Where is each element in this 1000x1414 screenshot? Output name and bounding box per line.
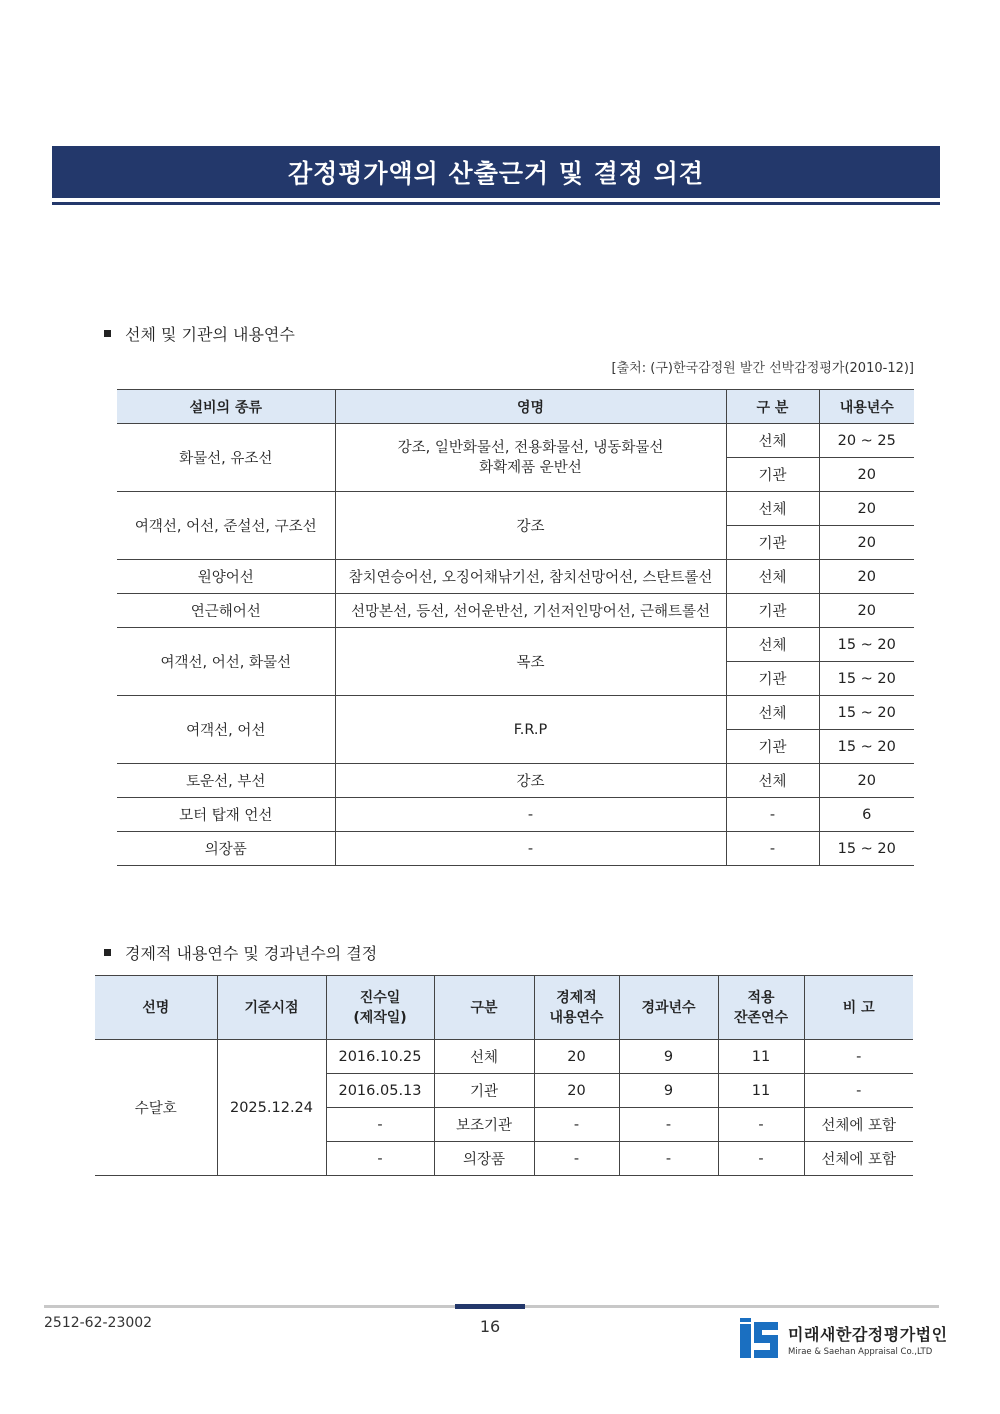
cell-part: 기관 xyxy=(726,662,819,696)
cell-remain: - xyxy=(718,1108,804,1142)
cell-years: 6 xyxy=(819,798,914,832)
cell-part: 선체 xyxy=(726,696,819,730)
table-row xyxy=(117,696,914,730)
cell-years: 20 xyxy=(819,458,914,492)
cell-name: 강조 xyxy=(335,764,726,798)
cell-launch: - xyxy=(326,1142,434,1176)
cell-part: 기관 xyxy=(726,594,819,628)
cell-part: 선체 xyxy=(726,560,819,594)
cell-years: 20 xyxy=(819,764,914,798)
square-bullet-icon xyxy=(104,949,111,956)
table-row xyxy=(117,560,914,594)
cell-part: - xyxy=(726,832,819,866)
page-title-bar xyxy=(52,146,940,198)
cell-years: 15 ~ 20 xyxy=(819,662,914,696)
table-row xyxy=(117,424,914,458)
cell-name-line2: 화확제품 운반선 xyxy=(479,459,582,476)
col-header-remain-line2: 잔존연수 xyxy=(733,1009,789,1026)
table-row xyxy=(117,798,914,832)
col-header-launch-date xyxy=(326,976,434,1040)
cell-years: 15 ~ 20 xyxy=(819,832,914,866)
cell-note: 선체에 포함 xyxy=(804,1108,913,1142)
cell-years: 15 ~ 20 xyxy=(819,696,914,730)
cell-part: 선체 xyxy=(726,628,819,662)
cell-elapsed: - xyxy=(619,1108,718,1142)
cell-part: - xyxy=(726,798,819,832)
cell-name: F.R.P xyxy=(335,696,726,764)
col-header-remaining xyxy=(718,976,804,1040)
col-header-part: 구분 xyxy=(434,976,534,1040)
cell-part: 선체 xyxy=(726,492,819,526)
cell-type: 의장품 xyxy=(117,832,335,866)
col-header-note: 비 고 xyxy=(804,976,913,1040)
table-row xyxy=(95,1040,913,1074)
cell-name: 참치연승어선, 오징어채낚기선, 참치선망어선, 스탄트롤선 xyxy=(335,560,726,594)
cell-years: 20 xyxy=(819,560,914,594)
cell-type: 원양어선 xyxy=(117,560,335,594)
service-life-table xyxy=(117,389,914,866)
cell-type: 여객선, 어선 xyxy=(117,696,335,764)
cell-type: 연근해어선 xyxy=(117,594,335,628)
company-logo-icon xyxy=(740,1318,780,1360)
cell-elapsed: 9 xyxy=(619,1040,718,1074)
cell-part: 기관 xyxy=(726,730,819,764)
cell-launch: - xyxy=(326,1108,434,1142)
section1-heading xyxy=(104,322,295,345)
section1-heading-text: 선체 및 기관의 내용연수 xyxy=(125,325,295,344)
cell-part: 선체 xyxy=(726,424,819,458)
col-header-econ-line1: 경제적 xyxy=(556,989,597,1006)
cell-launch: 2016.10.25 xyxy=(326,1040,434,1074)
document-number: 2512-62-23002 xyxy=(44,1315,153,1331)
cell-econ: - xyxy=(534,1142,619,1176)
cell-name: 선망본선, 등선, 선어운반선, 기선저인망어선, 근해트롤선 xyxy=(335,594,726,628)
cell-type: 여객선, 어선, 준설선, 구조선 xyxy=(117,492,335,560)
cell-remain: 11 xyxy=(718,1074,804,1108)
cell-note: - xyxy=(804,1074,913,1108)
cell-name xyxy=(335,424,726,492)
section2-heading xyxy=(104,941,377,964)
source-citation: [출처: (구)한국감정원 발간 선박감정평가(2010-12)] xyxy=(611,361,914,376)
footer-accent-bar xyxy=(455,1304,525,1309)
cell-type: 화물선, 유조선 xyxy=(117,424,335,492)
cell-name: - xyxy=(335,798,726,832)
col-header-elapsed: 경과년수 xyxy=(619,976,718,1040)
cell-type: 모터 탑재 언선 xyxy=(117,798,335,832)
cell-note: 선체에 포함 xyxy=(804,1142,913,1176)
company-logo xyxy=(740,1318,948,1360)
table-row xyxy=(117,832,914,866)
col-header-ship: 선명 xyxy=(95,976,217,1040)
cell-part: 보조기관 xyxy=(434,1108,534,1142)
col-header-part: 구 분 xyxy=(726,390,819,424)
cell-name: 강조 xyxy=(335,492,726,560)
col-header-name: 영명 xyxy=(335,390,726,424)
cell-type: 토운선, 부선 xyxy=(117,764,335,798)
cell-part: 기관 xyxy=(726,526,819,560)
cell-part: 기관 xyxy=(726,458,819,492)
col-header-econ-life xyxy=(534,976,619,1040)
cell-ship-name: 수달호 xyxy=(95,1040,217,1176)
cell-years: 15 ~ 20 xyxy=(819,628,914,662)
page-number: 16 xyxy=(479,1317,501,1336)
cell-base-date: 2025.12.24 xyxy=(217,1040,326,1176)
company-name-kr: 미래새한감정평가법인 xyxy=(788,1324,948,1344)
cell-years: 20 xyxy=(819,594,914,628)
company-name-en: Mirae & Saehan Appraisal Co.,LTD xyxy=(788,1346,933,1357)
table-header-row xyxy=(117,390,914,424)
page-title: 감정평가액의 산출근거 및 결정 의견 xyxy=(287,159,705,188)
cell-econ: - xyxy=(534,1108,619,1142)
col-header-remain-line1: 적용 xyxy=(747,989,775,1006)
table-row xyxy=(117,492,914,526)
cell-part: 의장품 xyxy=(434,1142,534,1176)
cell-elapsed: 9 xyxy=(619,1074,718,1108)
col-header-econ-line2: 내용연수 xyxy=(549,1009,604,1026)
cell-name: - xyxy=(335,832,726,866)
cell-years: 20 xyxy=(819,492,914,526)
cell-name-line1: 강조, 일반화물선, 전용화물선, 냉동화물선 xyxy=(397,439,664,456)
cell-part: 기관 xyxy=(434,1074,534,1108)
cell-remain: 11 xyxy=(718,1040,804,1074)
col-header-type: 설비의 종류 xyxy=(117,390,335,424)
cell-note: - xyxy=(804,1040,913,1074)
cell-econ: 20 xyxy=(534,1040,619,1074)
cell-years: 20 xyxy=(819,526,914,560)
col-header-launch-line2: (제작일) xyxy=(353,1009,407,1026)
cell-part: 선체 xyxy=(726,764,819,798)
cell-econ: 20 xyxy=(534,1074,619,1108)
cell-remain: - xyxy=(718,1142,804,1176)
cell-launch: 2016.05.13 xyxy=(326,1074,434,1108)
cell-years: 15 ~ 20 xyxy=(819,730,914,764)
col-header-years: 내용년수 xyxy=(819,390,914,424)
section2-heading-text: 경제적 내용연수 및 경과년수의 결정 xyxy=(125,944,378,963)
economic-life-table xyxy=(95,975,913,1176)
table-header-row xyxy=(95,976,913,1040)
cell-part: 선체 xyxy=(434,1040,534,1074)
table-row xyxy=(117,628,914,662)
col-header-base-date: 기준시점 xyxy=(217,976,326,1040)
title-underline xyxy=(52,202,940,205)
table-row xyxy=(117,764,914,798)
cell-elapsed: - xyxy=(619,1142,718,1176)
cell-type: 여객선, 어선, 화물선 xyxy=(117,628,335,696)
table-row xyxy=(117,594,914,628)
cell-name: 목조 xyxy=(335,628,726,696)
square-bullet-icon xyxy=(104,330,111,337)
cell-years: 20 ~ 25 xyxy=(819,424,914,458)
col-header-launch-line1: 진수일 xyxy=(359,989,401,1006)
